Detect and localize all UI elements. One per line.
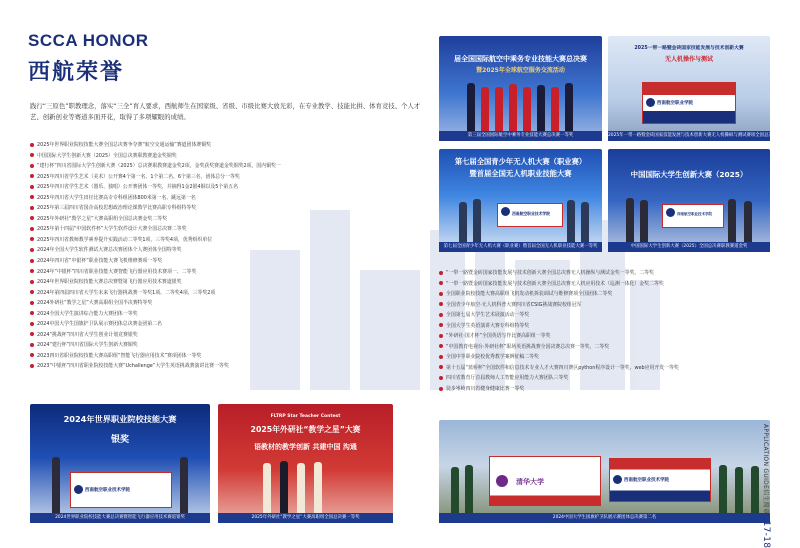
award-text: 2024年“中银杯”四川省职业技能大赛智能飞行器应用技术赛项一、二等奖 <box>37 268 197 275</box>
bullet-icon <box>439 292 443 296</box>
award-text: 全国大学生英语演讲大赛专科组特等奖 <box>446 322 530 329</box>
school-logo-icon <box>496 475 508 487</box>
award-text: 全国青少年航空·无人机科普大赛四川省CSIG挑战赛院校组冠军 <box>446 301 582 308</box>
photo-banner: 第七届全国青少年无人机大赛（职业赛） <box>454 157 587 166</box>
award-item <box>439 384 679 395</box>
person-figure <box>640 200 648 242</box>
bullet-icon <box>30 364 34 368</box>
person-figure <box>537 85 545 131</box>
award-item <box>30 151 281 162</box>
person-figure <box>495 87 503 131</box>
person-figure <box>280 461 288 513</box>
award-item <box>30 161 281 172</box>
bullet-icon <box>30 195 34 199</box>
award-item <box>439 352 679 363</box>
award-text: 中国国际大学生创新大赛（2025）全国总决赛职教赛道金奖铜奖 <box>37 152 177 159</box>
photo-caption: 2024世界职业院校技能大赛总决赛暨智能飞行器应用技术赛道银奖 <box>30 513 210 523</box>
award-text: 徒步岑岭四川省健身健康比赛一等奖 <box>446 386 525 393</box>
award-item <box>439 310 679 321</box>
bullet-icon <box>30 153 34 157</box>
award-item <box>30 203 281 214</box>
photo-banner: 2025一带一路暨金砖国家技能发展与技术创新大赛 <box>634 46 744 51</box>
right-award-list <box>439 268 679 395</box>
award-item <box>30 256 281 267</box>
award-item <box>439 331 679 342</box>
school-flag <box>609 458 711 502</box>
award-item <box>30 309 281 320</box>
photo-flag-guard-contest <box>439 420 770 523</box>
photo-caption: 第三届全国国际航空中乘务专业技能大赛总决赛一等奖 <box>439 131 602 141</box>
award-item <box>30 267 281 278</box>
bullet-icon <box>30 322 34 326</box>
award-item <box>30 193 281 204</box>
bullet-icon <box>30 185 34 189</box>
award-text: 2024年第四届四川省大学生未来飞行器挑战赛一等奖1项、二等奖4项、三等奖2项 <box>37 289 216 296</box>
photo-caption: 2025年一带一路暨金砖国家技能发展与技术创新大赛无人机操纵与测试赛项全国总决赛一等奖 <box>608 131 770 141</box>
bullet-icon <box>439 387 443 391</box>
person-figure <box>451 467 459 513</box>
award-item <box>30 277 281 288</box>
award-item <box>30 340 281 351</box>
person-figure <box>263 463 271 513</box>
award-item <box>30 235 281 246</box>
bullet-icon <box>30 332 34 336</box>
award-text: 2024“建行杯”四川省国际大学生创新大赛铜奖 <box>37 342 138 349</box>
photo-caption: 第七届全国青少年无人机大赛（职业赛）暨首届全国无人机职业技能大赛一等奖 <box>439 242 602 252</box>
award-text: 2024年四川省“中银杯”职业技能大赛飞机维修赛项一等奖 <box>37 258 163 265</box>
intro-paragraph: 践行“三原色”职教理念，落实“三全”育人要求，西航师生在国家级、省级、市级比赛大放光彩，在专业教学、技能比拼、体育竞技、个人才艺、创新创业等赛道多面开花，取得了多项耀眼的成绩。 <box>30 102 421 121</box>
award-text: 全国中等职业院校优秀教学案例征稿二等奖 <box>446 354 539 361</box>
bullet-icon <box>30 311 34 315</box>
award-item <box>439 289 679 300</box>
award-medal-label: 银奖 <box>110 435 129 445</box>
school-logo-icon <box>613 475 622 484</box>
person-figure <box>581 202 589 242</box>
person-figure <box>735 467 743 513</box>
award-text: “外研社·国才杯”全国英语写作比赛高职组一等奖 <box>446 333 551 340</box>
school-flag <box>662 204 724 228</box>
bullet-icon <box>30 353 34 357</box>
left-award-list <box>30 140 281 372</box>
bullet-icon <box>439 313 443 317</box>
school-logo-icon <box>501 207 510 216</box>
award-text: “一带一路暨金砖国家技能发展与技术创新大赛全国总决赛无人机应用技术（巡测一体化）金奖二等奖 <box>446 280 664 287</box>
photo-banner: 2024年世界职业院校技能大赛 <box>63 414 177 424</box>
award-text: 2025年四川省教师教学素养提升实践活动二等奖1项，三等奖4项，优秀组织单位 <box>37 236 213 243</box>
bullet-icon <box>30 343 34 347</box>
school-flag-tsinghua <box>489 456 601 506</box>
award-item <box>439 342 679 353</box>
photo-drone-test-contest <box>608 36 791 141</box>
bullet-icon <box>439 376 443 380</box>
person-figure <box>523 87 531 131</box>
bullet-icon <box>439 365 443 369</box>
award-text: “一带一路暨金砖国家技能发展与技术创新大赛全国总决赛无人机操纵与测试金奖一等奖、二等奖 <box>446 270 654 276</box>
school-flag <box>70 472 172 508</box>
school-logo-icon <box>646 98 655 107</box>
flag-text: 西南航空职业技术学院 <box>85 488 130 493</box>
side-label-text: APPLICATION GUIDE招生简章 <box>762 424 769 515</box>
flag-text: 西南航空职业学院 <box>657 101 693 106</box>
bullet-icon <box>30 280 34 284</box>
person-figure <box>473 199 481 242</box>
person-figure <box>314 462 322 513</box>
flag-text: 清华大学 <box>516 478 544 486</box>
bullet-icon <box>439 302 443 306</box>
person-figure <box>751 466 759 513</box>
bullet-icon <box>30 164 34 168</box>
award-item <box>439 300 679 311</box>
photo-youth-drone-contest <box>439 149 602 252</box>
award-item <box>30 182 281 193</box>
flag-text: 西南航空职业技术学院 <box>624 478 669 483</box>
person-figure <box>52 457 60 513</box>
award-item <box>30 351 281 362</box>
award-text: 2024中国大学生国旗护卫队展示赛团体总决赛金团第二名 <box>37 321 162 328</box>
award-text: “建行杯”四川省国际大学生创新大赛（2025）总决赛职教赛道金奖2项，金奖获奖赛道金奖铜奖2项，国内铜奖一 <box>37 163 281 170</box>
award-text: 2025年四川省学生艺术（美术）公开赛4个第一名、1个第二名、6个第三名，团体总分一等奖 <box>37 173 240 180</box>
bullet-icon <box>30 237 34 241</box>
flag-text: 西南航空职业技术学院 <box>512 211 550 216</box>
award-item <box>439 373 679 384</box>
bullet-icon <box>30 143 34 147</box>
flag-text: 西南航空职业技术学院 <box>677 212 712 216</box>
award-text: 2025年四川省学生艺术（器乐、独唱）公开赛团体一等奖，并摘得1金2银4铜以及5个第五名 <box>37 184 238 191</box>
award-item <box>439 268 679 279</box>
person-figure <box>509 84 517 131</box>
bullet-icon <box>30 216 34 220</box>
award-item <box>30 245 281 256</box>
bullet-icon <box>439 334 443 338</box>
award-text: 2023四川省职业院校技能大赛高职组“智能飞行器应用技术”赛项团体一等奖 <box>37 352 202 359</box>
photo-innovation-contest <box>608 149 770 252</box>
award-text: 2025年第十四届“中国软件杯”大学生软件设计大赛全国总决赛二等奖 <box>37 226 187 233</box>
person-figure <box>297 463 305 513</box>
award-text: 2025年四川省大学生田径比赛高专专科组团体800米第一名、跳远第一名 <box>37 194 196 201</box>
bullet-icon <box>30 301 34 305</box>
person-figure <box>465 465 473 513</box>
award-item <box>30 330 281 341</box>
photo-banner-sub: 无人机操作与测试 <box>664 56 713 63</box>
bullet-icon <box>30 174 34 178</box>
photo-caption: 2025年外研社“教学之星”大赛高职组全国总决赛一等奖 <box>218 513 393 523</box>
award-item <box>30 319 281 330</box>
photo-flight-attendant-contest <box>439 36 602 141</box>
photo-world-skills-contest <box>30 404 210 523</box>
school-logo-icon <box>74 485 83 494</box>
bullet-icon <box>439 344 443 348</box>
award-item <box>30 172 281 183</box>
person-figure <box>728 199 736 242</box>
award-text: 2025年第三届四川省国企高校思想政治理论课教学比赛高职专科组特等奖 <box>37 205 197 212</box>
bullet-icon <box>439 271 443 275</box>
bullet-icon <box>439 281 443 285</box>
award-item <box>30 140 281 151</box>
school-flag <box>497 203 563 227</box>
award-item <box>30 361 281 372</box>
bullet-icon <box>30 290 34 294</box>
award-text: 2024外研社“教学之星”大赛高职组全国半决赛特等奖 <box>37 300 153 307</box>
bullet-icon <box>30 248 34 252</box>
award-item <box>30 214 281 225</box>
photo-banner: 中国国际大学生创新大赛（2025） <box>630 170 748 179</box>
school-flag <box>642 82 736 124</box>
bullet-icon <box>439 355 443 359</box>
photo-banner: 届全国国际航空中乘务专业技能大赛总决赛 <box>454 55 587 63</box>
bullet-icon <box>30 206 34 210</box>
photo-caption: 中国国际大学生创新大赛（2025）全国总决赛职教赛道金奖 <box>608 242 770 252</box>
person-figure <box>567 200 575 242</box>
bullet-icon <box>30 259 34 263</box>
award-text: 全国第七届大学生艺术展演活动一等奖 <box>446 312 530 319</box>
award-text: 全国职业院校技能大赛高职组飞机发动机拆装调试与维修赛项全国团体二等奖 <box>446 291 613 298</box>
award-text: 四川省教育厅首届教师人工智能应用能力大赛团队三等奖 <box>446 375 569 382</box>
award-text: 2025年外研社“教学之星”大赛高职组全国总决赛金奖二等奖 <box>37 215 167 222</box>
award-text: 2024年世界职业院校技能大赛总决赛暨第飞行器应用技术赛道银奖 <box>37 279 182 286</box>
person-figure <box>719 465 727 513</box>
award-item <box>30 288 281 299</box>
school-logo-icon <box>666 208 675 217</box>
award-text: 2024年全国大学生软件测试大赛总决赛团体个人赛团体全国特等奖 <box>37 247 182 254</box>
award-text: 2024“挑战杯”四川省大学生创业计划竞赛银奖 <box>37 331 138 338</box>
page-title-cn: 西航荣誉 <box>28 59 125 84</box>
bullet-icon <box>30 269 34 273</box>
award-text: 2025年世界职业院校技能大赛全国总决赛争夺赛“航空交通运输”赛道团体赛铜奖 <box>37 142 212 148</box>
page-title-en: SCCA HONOR <box>28 31 149 50</box>
award-text: 第十五届“蓝桥杯”全国软件和信息技术专业人才大赛四川赛区python程序设计一等奖、web应用开发一等奖 <box>446 364 679 371</box>
person-figure <box>551 87 559 131</box>
page-number: 17-18 <box>761 520 771 548</box>
photo-banner-sub: 暨2025年全球航空服务交流活动 <box>476 67 565 74</box>
award-item <box>439 363 679 374</box>
side-label <box>761 424 771 548</box>
award-text: “中国教育电视台·外研社杯”职场英语挑战赛全国决赛总决赛一等奖、二等奖 <box>446 343 610 350</box>
photo-tagline-en: FLTRP Star Teacher Contest <box>270 414 341 419</box>
photo-caption: 2024中国大学生国旗护卫队展示赛团体总决赛第二名 <box>439 513 770 523</box>
bullet-icon <box>30 227 34 231</box>
award-item <box>30 224 281 235</box>
person-figure <box>180 457 188 513</box>
award-item <box>439 321 679 332</box>
person-figure <box>744 201 752 242</box>
person-figure <box>459 202 467 242</box>
photo-banner-sub: 语教材的教学创新 共建中国 沟通 <box>254 443 357 451</box>
award-text: 2023“中银杯”四川省职业院校技能大赛“Uchallenge”大学生英语挑战赛演讲比赛一等奖 <box>37 363 229 370</box>
person-figure <box>481 87 489 131</box>
photo-banner-sub: 暨首届全国无人机职业技能大赛 <box>469 169 572 178</box>
person-figure <box>565 83 573 131</box>
bullet-icon <box>439 323 443 327</box>
person-figure <box>626 198 634 242</box>
award-item <box>439 279 679 290</box>
photo-banner: 2025年外研社“教学之星”大赛 <box>250 425 361 434</box>
photo-teaching-star-contest <box>218 404 393 523</box>
award-text: 2024全国大学生演讲综合能力大赛团体一等奖 <box>37 310 138 317</box>
person-figure <box>467 83 475 131</box>
award-item <box>30 298 281 309</box>
